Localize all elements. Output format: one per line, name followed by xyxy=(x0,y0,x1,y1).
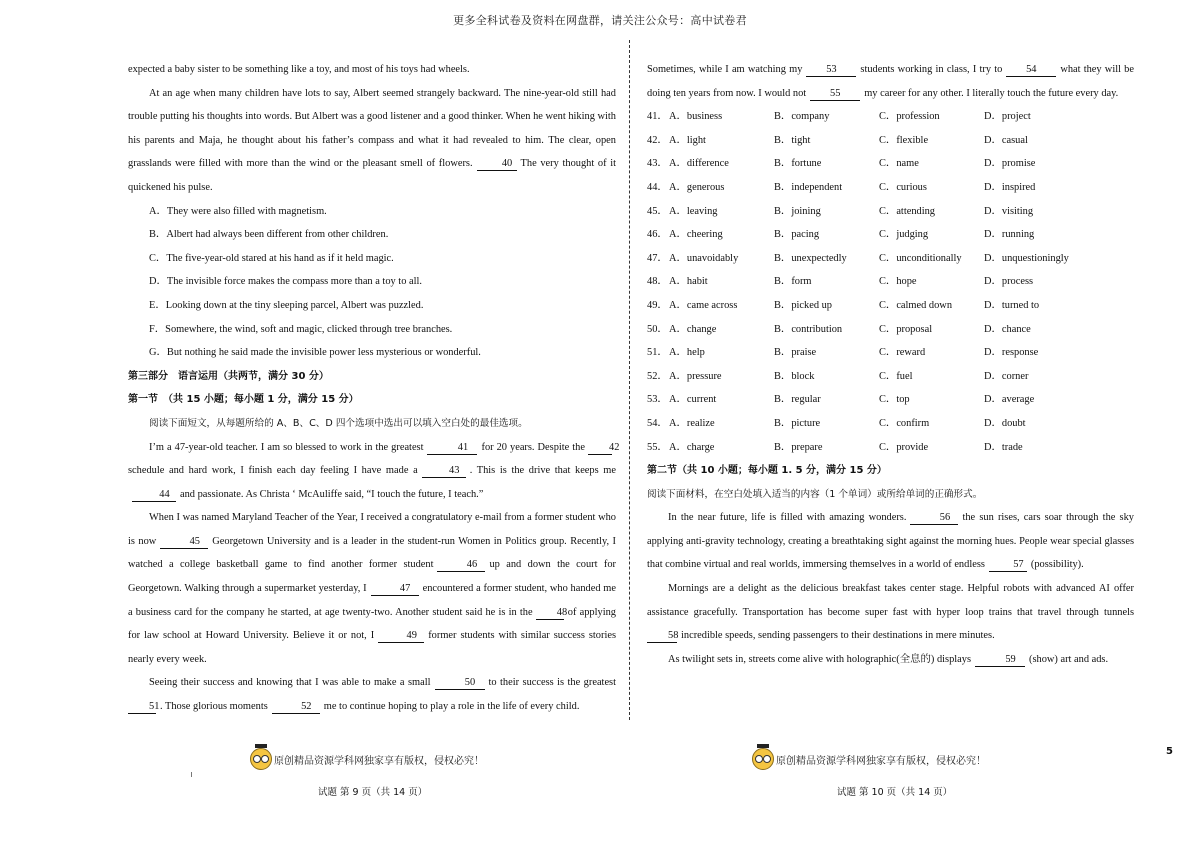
answer-choice: D．turned to xyxy=(984,299,1040,311)
question-row xyxy=(647,318,1134,342)
passage-paragraph: expected a baby sister to be something like a toy, and most of his toys had wheels. xyxy=(128,64,470,75)
question-number: 50． xyxy=(647,323,668,335)
answer-choice: A．current xyxy=(669,394,717,406)
option-a: A．They were also filled with magnetism. xyxy=(149,205,327,217)
question-row xyxy=(647,270,1134,294)
answer-choice: A．light xyxy=(669,134,706,146)
answer-choice: C．provide xyxy=(879,441,929,453)
blank-45: 45 xyxy=(160,536,208,549)
side-page-number: 5 xyxy=(1166,746,1173,757)
answer-choice: B．picked up xyxy=(774,299,833,311)
answer-choice: B．pacing xyxy=(774,229,820,241)
page-header-notice: 更多全科试卷及资料在网盘群，请关注公众号：高中试卷君 xyxy=(453,15,747,27)
blank-41: 41 xyxy=(427,442,477,455)
blank-52: 52 xyxy=(272,701,320,714)
answer-choice: C．unconditionally xyxy=(879,252,962,264)
answer-choice: D．corner xyxy=(984,370,1029,382)
question-number: 42． xyxy=(647,134,668,146)
answer-choice: A．help xyxy=(669,347,705,359)
right-column xyxy=(647,58,1134,671)
answer-choice: B．unexpectedly xyxy=(774,252,847,264)
question-row xyxy=(647,341,1134,365)
answer-choice: C．curious xyxy=(879,181,927,193)
blank-46: 46 xyxy=(437,559,485,572)
option-e: E．Looking down at the tiny sleeping parcel, Albert was puzzled. xyxy=(149,299,424,311)
question-number: 54． xyxy=(647,417,668,429)
blank-43: 43 xyxy=(422,465,466,478)
answer-choice: D．response xyxy=(984,347,1039,359)
answer-choice: A．pressure xyxy=(669,370,722,382)
margin-tick-mark xyxy=(191,772,192,777)
option-b: B．Albert had always been different from other children. xyxy=(149,229,389,241)
answer-choice: B．block xyxy=(774,370,815,382)
blank-40: 40 xyxy=(477,158,517,171)
section-one-instructions: 阅读下面短文，从每题所给的 A、B、C、D 四个选项中选出可以填入空白处的最佳选项。 xyxy=(149,417,528,429)
answer-choice: A．unavoidably xyxy=(669,252,739,264)
copyright-badge: 原创精品资源学科网独家享有版权，侵权必究！ xyxy=(752,748,986,770)
blank-48: 48 xyxy=(536,607,564,620)
answer-choice: A．business xyxy=(669,111,723,123)
answer-choice: A．habit xyxy=(669,276,708,288)
question-number: 51． xyxy=(647,347,668,359)
blank-42: 42 xyxy=(588,442,612,455)
answer-choice: C．confirm xyxy=(879,417,930,429)
answer-choice: C．hope xyxy=(879,276,917,288)
passage-paragraph: At an age when many children have lots to say, Albert seemed strangely backward. The nine-year-old still had trouble putting his thoughts into words. But Albert was a good listener and a good thinker. When he went hiking with his parents and Maja, he thought about his father’s compass and what it had revealed to him. The clear, open grasslands were filled with more than the wind or the pleasant smell of flowers. 40 The very thought of it quickened his pulse. xyxy=(128,87,616,193)
answer-choice: A．change xyxy=(669,323,717,335)
answer-choice: C．attending xyxy=(879,205,935,217)
blank-50: 50 xyxy=(435,677,485,690)
answer-choice: C．top xyxy=(879,394,910,406)
answer-choice: D．chance xyxy=(984,323,1031,335)
answer-choice: B．contribution xyxy=(774,323,843,335)
section-two-instructions: 阅读下面材料，在空白处填入适当的内容（1 个单词）或所给单词的正确形式。 xyxy=(647,488,983,500)
answer-choice: C．fuel xyxy=(879,370,913,382)
answer-choice: D．trade xyxy=(984,441,1023,453)
left-column xyxy=(128,58,620,719)
question-row xyxy=(647,412,1134,436)
option-d: D．The invisible force makes the compass more than a toy to all. xyxy=(149,276,422,288)
answer-choice: A．cheering xyxy=(669,229,723,241)
grammar-paragraph: In the near future, life is filled with amazing wonders. 56 the sun rises, cars soar through the sky applying anti-gravity technology, creating a breathtaking sight against the morning hues. People wear special glasses that combine virtual and real worlds, immersing themselves in a world of endless 57 (possibility). xyxy=(647,512,1134,571)
answer-choice: D．unquestioningly xyxy=(984,252,1069,264)
blank-54: 54 xyxy=(1006,64,1056,77)
question-number: 45． xyxy=(647,205,668,217)
section-one-heading: 第一节 （共 15 小题；每小题 1 分，满分 15 分） xyxy=(128,394,359,406)
answer-choice: A．realize xyxy=(669,417,715,429)
blank-53: 53 xyxy=(806,64,856,77)
answer-choice: C．calmed down xyxy=(879,299,953,311)
answer-choice: C．name xyxy=(879,158,919,170)
question-row xyxy=(647,365,1134,389)
answer-choice: B．praise xyxy=(774,347,817,359)
question-number: 44． xyxy=(647,181,668,193)
page-number-left: 试题 第 9 页（共 14 页） xyxy=(318,787,428,798)
blank-49: 49 xyxy=(378,630,424,643)
question-number: 47． xyxy=(647,252,668,264)
blank-55: 55 xyxy=(810,88,860,101)
question-row xyxy=(647,223,1134,247)
question-number: 48． xyxy=(647,276,668,288)
question-number: 43． xyxy=(647,158,668,170)
owl-logo-icon xyxy=(250,748,272,770)
option-g: G．But nothing he said made the invisible power less mysterious or wonderful. xyxy=(149,347,481,359)
answer-choice: B．prepare xyxy=(774,441,823,453)
question-row xyxy=(647,105,1134,129)
question-row xyxy=(647,247,1134,271)
question-row xyxy=(647,176,1134,200)
answer-choice: D．project xyxy=(984,111,1031,123)
question-row xyxy=(647,200,1134,224)
cloze-paragraph: Sometimes, while I am watching my 53 students working in class, I try to 54 what they will be doing ten years from now. I would not 55 my career for any other. I literally touch the future every day. xyxy=(647,64,1134,99)
grammar-paragraph: Mornings are a delight as the delicious breakfast takes center stage. Helpful robots with advanced AI offer assistance gracefully. Transportation has become super fast with hyper loop trains that travel through tunnels 58 incredible speeds, sending passengers to their destinations in mere minutes. xyxy=(647,583,1134,642)
answer-choice: C．flexible xyxy=(879,134,929,146)
blank-58: 58 xyxy=(647,630,677,643)
question-row xyxy=(647,388,1134,412)
question-row xyxy=(647,152,1134,176)
answer-choice: D．inspired xyxy=(984,181,1036,193)
blank-57: 57 xyxy=(989,559,1027,572)
answer-choice: D．average xyxy=(984,394,1035,406)
answer-choice: D．process xyxy=(984,276,1034,288)
answer-choice: A．charge xyxy=(669,441,715,453)
cloze-paragraph: Seeing their success and knowing that I was able to make a small 50 to their success is the greatest 51. Those glorious moments 52 me to continue hoping to play a role in the life of every child. xyxy=(128,671,616,718)
copyright-badge: 原创精品资源学科网独家享有版权，侵权必究！ xyxy=(250,748,484,770)
page-number-right: 试题 第 10 页（共 14 页） xyxy=(837,787,953,798)
answer-choice: A．leaving xyxy=(669,205,718,217)
part-three-heading: 第三部分 语言运用（共两节，满分 30 分） xyxy=(128,370,329,382)
answer-choice: D．casual xyxy=(984,134,1028,146)
question-number: 53． xyxy=(647,394,668,406)
answer-choice: A．generous xyxy=(669,181,725,193)
answer-choice: B．independent xyxy=(774,181,843,193)
option-f: F．Somewhere, the wind, soft and magic, clicked through tree branches. xyxy=(149,323,453,335)
grammar-paragraph: As twilight sets in, streets come alive with holographic(全息的) displays 59 (show) art and ads. xyxy=(668,653,1109,665)
answer-choice: B．picture xyxy=(774,417,821,429)
cloze-paragraph: When I was named Maryland Teacher of the Year, I received a congratulatory e-mail from a former student who is now 45 Georgetown University and is a leader in the student-run Women in Politics group. Recently, I watched a college basketball game to find another former student 46 up and down the court for Georgetown. Walking through a supermarket yesterday, I 47 encountered a former student, who handed me a business card for the company he started, at age twenty-two. Another student said he is in the 48of applying for law school at Howard University. Believe it or not, I 49 former students with similar success stories nearly every week. xyxy=(128,512,616,665)
question-number: 55． xyxy=(647,441,668,453)
question-number: 41． xyxy=(647,111,668,123)
answer-choice: B．tight xyxy=(774,134,811,146)
option-c: C．The five-year-old stared at his hand as if it held magic. xyxy=(149,252,394,264)
answer-choice: B．joining xyxy=(774,205,821,217)
answer-choice: D．promise xyxy=(984,158,1036,170)
answer-choice: B．regular xyxy=(774,394,821,406)
question-row xyxy=(647,436,1134,460)
answer-choice: B．fortune xyxy=(774,158,822,170)
blank-59: 59 xyxy=(975,654,1025,667)
blank-47: 47 xyxy=(371,583,419,596)
answer-choice: C．judging xyxy=(879,229,929,241)
answer-choice: B．company xyxy=(774,111,830,123)
question-row xyxy=(647,294,1134,318)
question-list xyxy=(647,105,1134,459)
owl-logo-icon xyxy=(752,748,774,770)
answer-choice: D．running xyxy=(984,229,1035,241)
cloze-paragraph: I’m a 47-year-old teacher. I am so blessed to work in the greatest 41 for 20 years. Despite the 42schedule and hard work, I finish each day feeling I have made a 43 . This is the drive that keeps me44 and passionate. As Christa ‘ McAuliffe said, “I touch the future, I teach.” xyxy=(128,441,620,500)
answer-choice: A．difference xyxy=(669,158,729,170)
section-two-heading: 第二节（共 10 小题；每小题 1. 5 分，满分 15 分） xyxy=(647,465,887,477)
blank-51: 51 xyxy=(128,701,156,714)
answer-choice: A．came across xyxy=(669,299,738,311)
question-row xyxy=(647,129,1134,153)
answer-choice: C．reward xyxy=(879,347,926,359)
answer-choice: D．visiting xyxy=(984,205,1034,217)
blank-44: 44 xyxy=(132,489,176,502)
question-number: 49． xyxy=(647,299,668,311)
blank-56: 56 xyxy=(910,512,958,525)
answer-choice: D．doubt xyxy=(984,417,1026,429)
answer-choice: C．proposal xyxy=(879,323,933,335)
question-number: 52． xyxy=(647,370,668,382)
column-divider xyxy=(629,40,630,720)
question-number: 46． xyxy=(647,229,668,241)
answer-choice: C．profession xyxy=(879,111,940,123)
answer-choice: B．form xyxy=(774,276,812,288)
